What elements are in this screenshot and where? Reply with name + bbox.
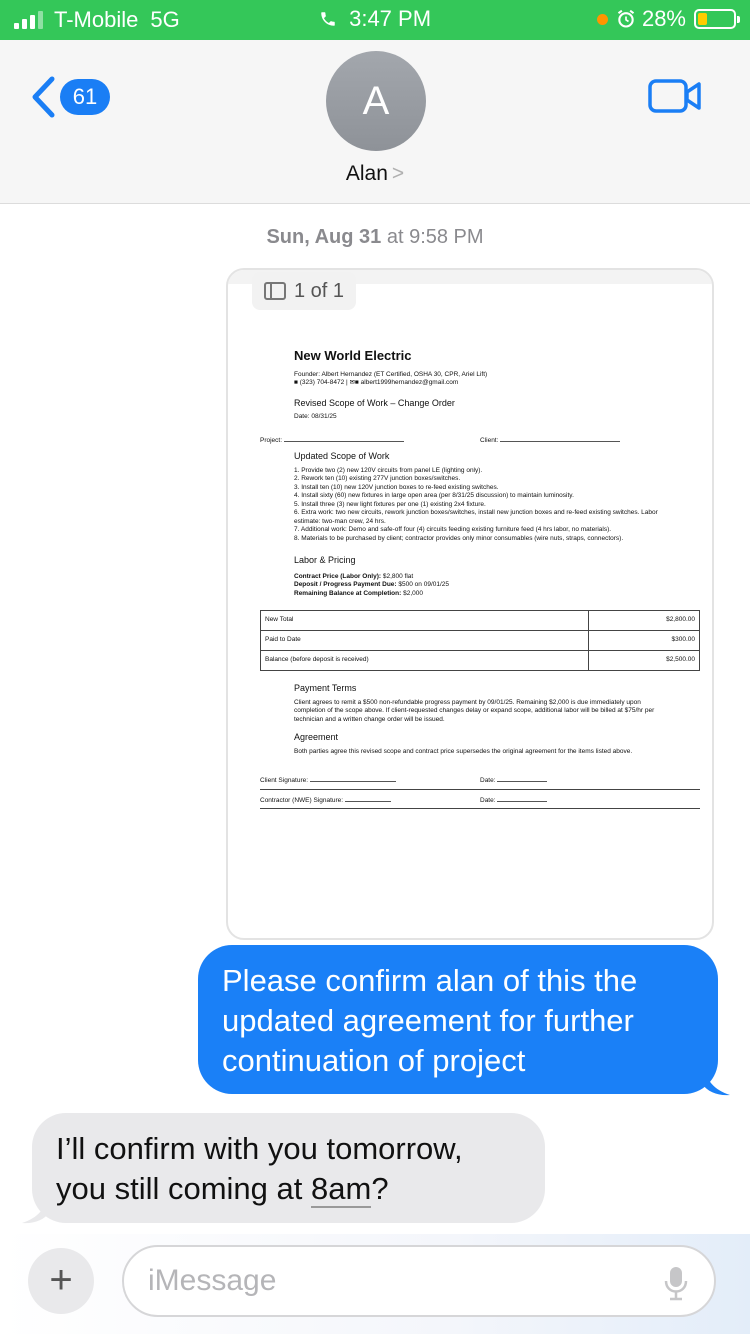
outgoing-bubble-tail — [702, 1064, 732, 1096]
scope-item: 5. Install three (3) new light fixtures per one (1) existing 2x4 fixture. — [294, 500, 486, 508]
carrier-label: T-Mobile — [54, 7, 139, 32]
clock-label: 3:47 PM — [349, 6, 432, 31]
table-row — [261, 610, 700, 630]
table-row — [261, 650, 700, 670]
battery-icon — [694, 9, 736, 29]
microphone-icon[interactable] — [664, 1265, 688, 1301]
network-label: 5G — [150, 7, 180, 32]
pricing-table — [260, 610, 700, 671]
phone-icon — [319, 10, 337, 28]
client-field — [480, 436, 700, 445]
deposit-line — [294, 581, 710, 589]
payment-heading: Payment Terms — [294, 682, 357, 693]
table-cell-value: $2,500.00 — [589, 650, 700, 670]
alarm-icon — [616, 9, 636, 29]
incoming-message-text: I’ll confirm with you tomorrow, you still coming at — [56, 1131, 463, 1206]
client-label: Client: — [480, 436, 499, 444]
facetime-video-button[interactable] — [648, 78, 702, 119]
back-button[interactable] — [30, 76, 110, 118]
contract-price-line — [294, 573, 710, 581]
page-icon — [264, 282, 286, 300]
chevron-left-icon — [30, 76, 56, 118]
unread-count-badge: 61 — [60, 79, 110, 115]
remaining-line — [294, 590, 710, 598]
scope-item: 4. Install sixty (60) new fixtures in large open area (per 8/31/25 discussion) to maintain luminosity. — [294, 492, 574, 500]
deposit-label: Deposit / Progress Payment Due: — [294, 581, 397, 589]
status-right — [597, 6, 736, 32]
incoming-bubble-tail — [20, 1192, 50, 1224]
conversation-header — [0, 40, 750, 204]
contractor-signature-field — [260, 796, 480, 805]
contractor-date-field — [480, 796, 700, 805]
founder-line: Founder: Albert Hernandez (ET Certified, OSHA 30, CPR, Ariel Lift) — [294, 370, 488, 378]
client-signature-row — [260, 770, 700, 789]
pdf-attachment[interactable] — [226, 268, 714, 940]
plus-button[interactable]: + — [28, 1248, 94, 1314]
date-label: Date: — [480, 777, 496, 785]
scope-item: 6. Extra work: two new circuits, rework junction boxes/switches, install new junction boxes and re-feed existing switches. Labor estimate: two-man crew, 24 hrs. — [294, 509, 658, 525]
project-field — [260, 436, 480, 445]
video-camera-icon — [648, 78, 702, 114]
pdf-page — [260, 348, 710, 809]
outgoing-message-bubble[interactable] — [198, 945, 718, 1094]
scope-item: 8. Materials to be purchased by client; contractor provides only minor consumables (wire nuts, straps, connectors). — [294, 534, 624, 542]
scope-item: 7. Additional work: Demo and safe-off four (4) circuits feeding existing furniture feed (4 hrs labor, no materials). — [294, 526, 612, 534]
project-label: Project: — [260, 436, 283, 444]
payment-text: Client agrees to remit a $500 non-refundable progress payment by 09/01/25. Remaining $2,000 is due immediately upon completion of the scope above. If client-requested changes delay or expand scope, additional labor will be billed at $75/hr per technician and a written change order will be issued. — [294, 698, 655, 723]
labor-heading: Labor & Pricing — [294, 554, 356, 565]
client-signature-field — [260, 776, 480, 785]
page-indicator-label: 1 of 1 — [294, 279, 345, 302]
detected-time-link[interactable]: 8am — [311, 1171, 372, 1206]
remaining-value: $2,000 — [403, 589, 423, 597]
scope-item: 1. Provide two (2) new 120V circuits from panel LE (lighting only). — [294, 467, 483, 475]
table-cell-value: $300.00 — [589, 630, 700, 650]
scope-list — [294, 467, 674, 543]
table-cell-value: $2,800.00 — [589, 610, 700, 630]
doc-date: Date: 08/31/25 — [294, 413, 337, 421]
avatar[interactable]: A — [326, 51, 426, 151]
chevron-right-icon: > — [391, 162, 405, 185]
contract-price-value: $2,800 flat — [382, 572, 414, 580]
scope-item: 3. Install ten (10) new 120V junction boxes to re-feed existing switches. — [294, 483, 499, 491]
contract-price-label: Contract Price (Labor Only): — [294, 572, 382, 580]
timestamp-time: at 9:58 PM — [386, 226, 484, 248]
privacy-indicator-icon — [597, 14, 608, 25]
contact-line: ■ (323) 704-8472 | ✉■ albert1999hernandez@gmail.com — [294, 379, 459, 387]
agreement-text: Both parties agree this revised scope and contract price supersedes the original agreement for the items listed above. — [294, 747, 633, 755]
date-label: Date: — [480, 796, 496, 804]
message-input[interactable] — [148, 1261, 638, 1301]
message-input-container[interactable] — [122, 1245, 716, 1317]
table-cell-label: Paid to Date — [261, 630, 589, 650]
contractor-signature-row — [260, 790, 700, 809]
agreement-heading: Agreement — [294, 731, 339, 742]
project-client-row — [260, 436, 710, 445]
client-signature-label: Client Signature: — [260, 777, 309, 785]
table-cell-label: New Total — [261, 610, 589, 630]
scope-item: 2. Rework ten (10) existing 277V junction boxes/switches. — [294, 475, 461, 483]
remaining-label: Remaining Balance at Completion: — [294, 589, 402, 597]
contractor-signature-label: Contractor (NWE) Signature: — [260, 796, 344, 804]
contact-name-label: Alan — [345, 162, 388, 185]
page-indicator — [252, 272, 356, 310]
message-composer — [0, 1234, 750, 1334]
table-row — [261, 630, 700, 650]
company-name: New World Electric — [294, 348, 412, 363]
message-timestamp — [0, 226, 750, 249]
status-bar — [0, 0, 750, 40]
table-cell-label: Balance (before deposit is received) — [261, 650, 589, 670]
incoming-message-end: ? — [371, 1171, 389, 1206]
deposit-value: $500 on 09/01/25 — [398, 581, 450, 589]
doc-title: Revised Scope of Work – Change Order — [294, 397, 455, 408]
timestamp-day: Sun, Aug 31 — [266, 226, 382, 248]
battery-percent: 28% — [641, 6, 686, 31]
incoming-message-bubble[interactable] — [32, 1113, 545, 1223]
contact-name[interactable] — [0, 162, 750, 186]
scope-heading: Updated Scope of Work — [294, 451, 390, 462]
outgoing-message-text: Please confirm alan of this the updated agreement for further continuation of project — [222, 963, 638, 1078]
client-date-field — [480, 776, 700, 785]
